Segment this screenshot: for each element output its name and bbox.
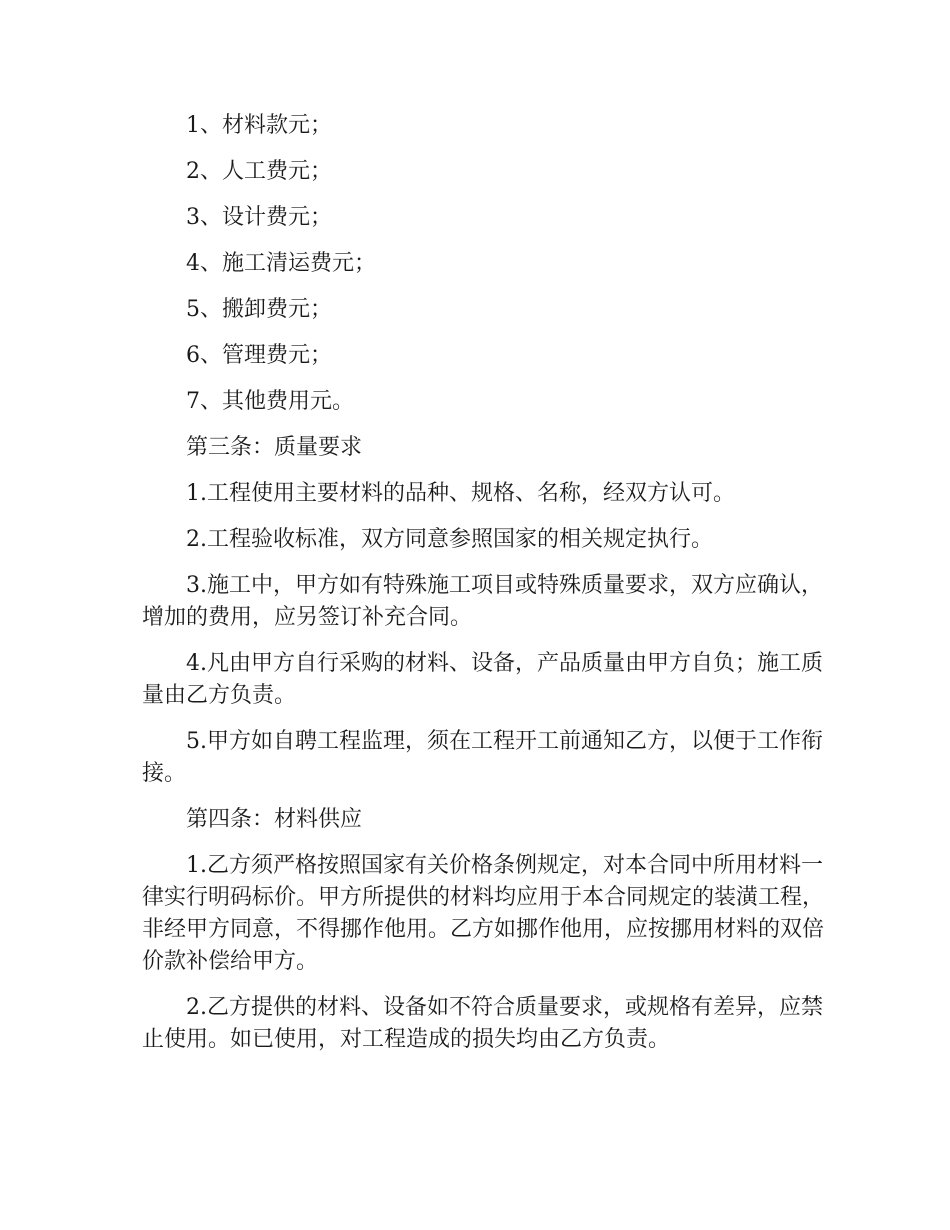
materials-clause-1: 1.乙方须严格按照国家有关价格条例规定，对本合同中所用材料一律实行明码标价。甲方所提供的材料均应用于本合同规定的装潢工程，非经甲方同意，不得挪作他用。乙方如挪作他用，应按挪用材料的双倍价款补偿给甲方。 — [142, 853, 825, 974]
fee-item-materials: 1、材料款元； — [186, 113, 332, 138]
quality-clause-4: 4.凡由甲方自行采购的材料、设备，产品质量由甲方自负；施工质量由乙方负责。 — [142, 651, 823, 708]
fee-item-design: 3、设计费元； — [186, 205, 332, 230]
fee-item-management: 6、管理费元； — [186, 343, 332, 368]
fee-item-handling: 5、搬卸费元； — [186, 297, 332, 322]
quality-clause-3: 3.施工中，甲方如有特殊施工项目或特殊质量要求，双方应确认，增加的费用，应另签订补充合同。 — [142, 573, 823, 630]
section-heading-quality: 第三条：质量要求 — [186, 435, 363, 460]
fee-item-cleanup: 4、施工清运费元； — [186, 251, 376, 276]
fee-item-other: 7、其他费用元。 — [186, 389, 354, 414]
section-heading-materials: 第四条：材料供应 — [186, 807, 363, 832]
fee-item-labor: 2、人工费元； — [186, 159, 332, 184]
quality-clause-2: 2.工程验收标准，双方同意参照国家的相关规定执行。 — [186, 527, 713, 552]
materials-clause-2: 2.乙方提供的材料、设备如不符合质量要求，或规格有差异，应禁止使用。如已使用，对工程造成的损失均由乙方负责。 — [142, 995, 823, 1052]
quality-clause-5: 5.甲方如自聘工程监理，须在工程开工前通知乙方，以便于工作衔接。 — [142, 729, 823, 786]
document-page — [142, 110, 832, 1070]
quality-clause-1: 1.工程使用主要材料的品种、规格、名称，经双方认可。 — [186, 481, 735, 506]
